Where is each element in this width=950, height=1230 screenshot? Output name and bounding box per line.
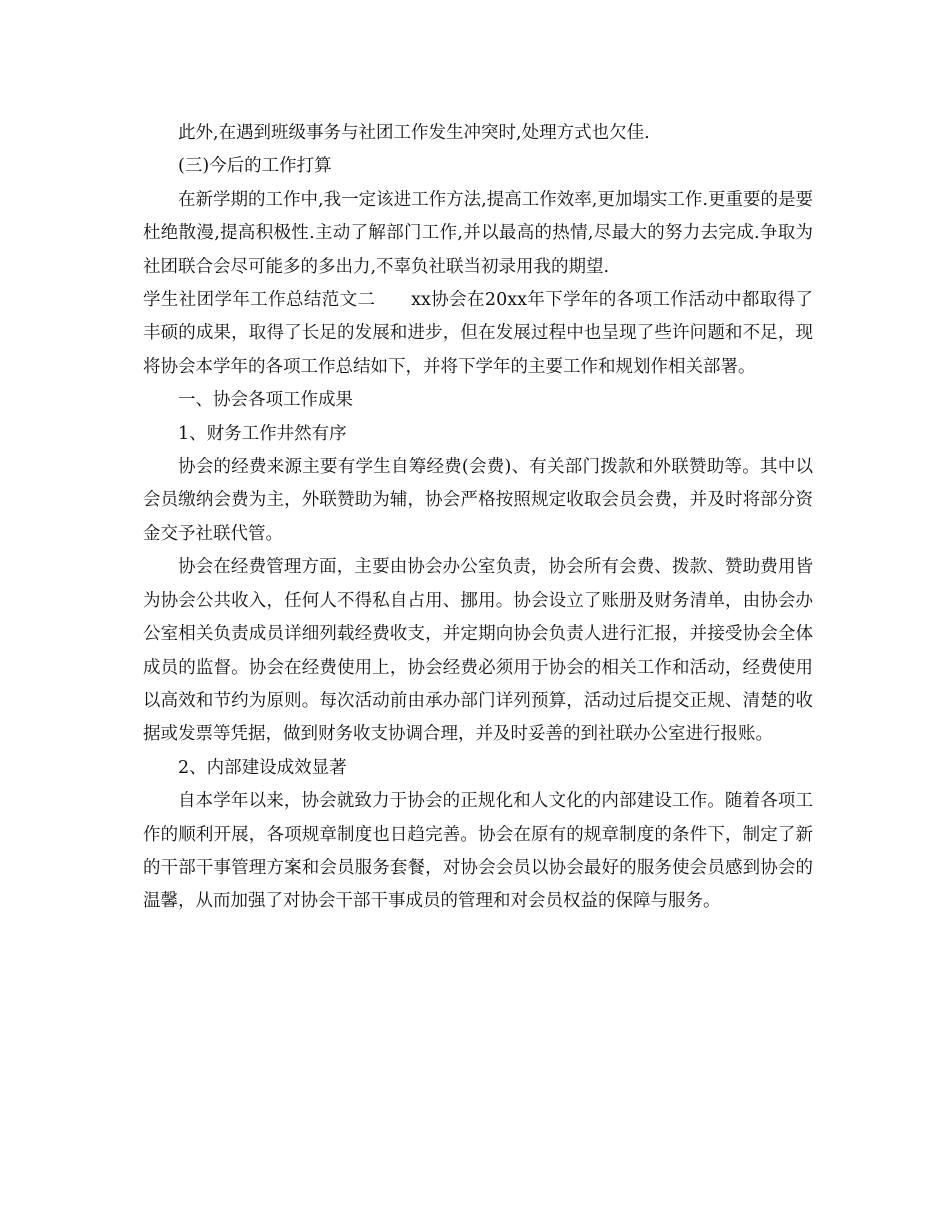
heading-future-plan: (三)今后的工作打算 [178, 156, 332, 177]
heading-internal-construction: 2、内部建设成效显著 [178, 757, 347, 778]
paragraph-summary-intro: 学生社团学年工作总结范文二 xx协会在20xx年下学年的各项工作活动中都取得了丰硕的成果，取得了长足的发展和进步，但在发展过程中也呈现了些许问题和不足，现将协会本学年的各项工作总结如下，并将下学年的主要工作和规划作相关部署。 [143, 290, 813, 377]
paragraph-finance-management: 协会在经费管理方面，主要由协会办公室负责，协会所有会费、拨款、赞助费用皆为协会公共收入，任何人不得私自占用、挪用。协会设立了账册及财务清单，由协会办公室相关负责成员详细列载经费收支，并定期向协会负责人进行汇报，并接受协会全体成员的监督。协会在经费使用上，协会经费必须用于协会的相关工作和活动，经费使用以高效和节约为原则。每次活动前由承办部门详列预算，活动过后提交正规、清楚的收据或发票等凭据，做到财务收支协调合理，并及时妥善的到社联办公室进行报账。 [143, 557, 813, 745]
document-body [143, 117, 813, 919]
paragraph-finance-sources: 协会的经费来源主要有学生自筹经费(会费)、有关部门拨款和外联赞助等。其中以会员缴纳会费为主，外联赞助为辅，协会严格按照规定收取会员会费，并及时将部分资金交予社联代管。 [143, 457, 813, 544]
heading-achievements: 一、协会各项工作成果 [178, 390, 353, 411]
paragraph-conflict-note: 此外,在遇到班级事务与社团工作发生冲突时,处理方式也欠佳. [178, 123, 650, 143]
paragraph-internal-construction: 自本学年以来，协会就致力于协会的正规化和人文化的内部建设工作。随着各项工作的顺利开展，各项规章制度也日趋完善。协会在原有的规章制度的条件下，制定了新的干部干事管理方案和会员服务套餐，对协会会员以协会最好的服务使会员感到协会的温馨，从而加强了对协会干部干事成员的管理和对会员权益的保障与服务。 [143, 791, 813, 912]
heading-finance: 1、财务工作井然有序 [178, 423, 347, 444]
paragraph-future-plan: 在新学期的工作中,我一定该进工作方法,提高工作效率,更加塌实工作.更重要的是要杜绝散漫,提高积极性.主动了解部门工作,并以最高的热情,尽最大的努力去完成.争取为社团联合会尽可能多的多出力,不辜负社联当初录用我的期望. [143, 189, 813, 277]
